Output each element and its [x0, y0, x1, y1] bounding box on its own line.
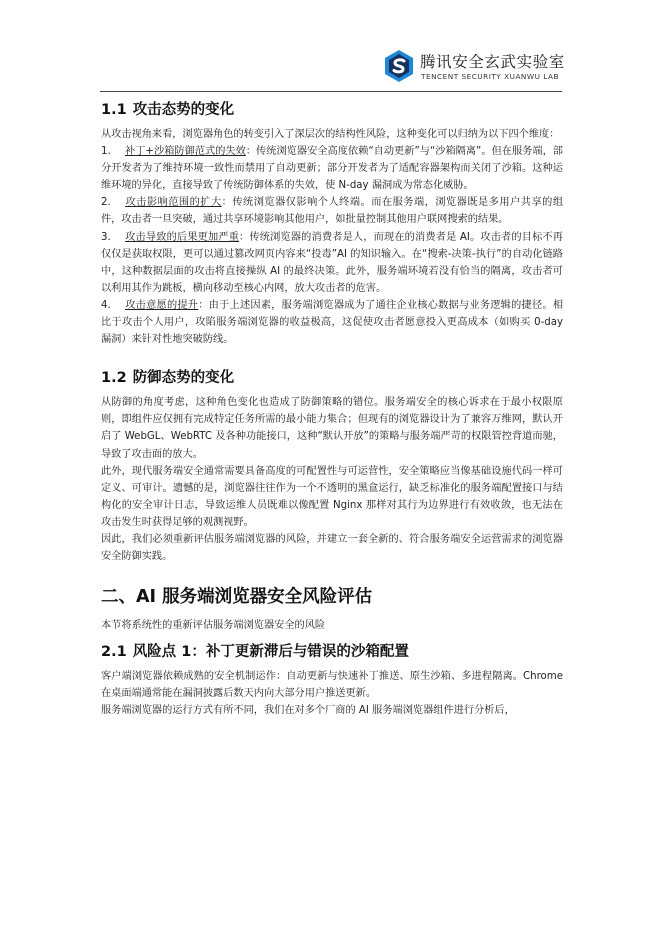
page-header: [0, 0, 662, 96]
section-1-1-intro: 从攻击视角来看，浏览器角色的转变引入了深层次的结构性风险，这种变化可以归纳为以下四个维度：: [101, 129, 560, 140]
list-item: 4. 攻击意愿的提升：由于上述因素，服务端浏览器成为了通往企业核心数据与业务逻辑的捷径。相比于攻击个人用户，攻陷服务端浏览器的收益极高，这促使攻击者愿意投入更高成本（如购买 0-day 漏洞）来针对性地突破防线。: [101, 299, 564, 346]
chapter-2-intro: 本节将系统性的重新评估服务端浏览器安全的风险: [101, 620, 326, 632]
list-item: 2. 攻击影响范围的扩大：传统浏览器仅影响个人终端。而在服务端，浏览器既是多用户共享的组件，攻击者一旦突破，通过共享环境影响其他用户，如批量控制其他用户联网搜索的结果。: [101, 197, 564, 226]
section-heading-2-1: 2.1 风险点 1：补丁更新滞后与错误的沙箱配置: [101, 644, 409, 661]
section-1-2-paragraph: 此外，现代服务端安全通常需要具备高度的可配置性与可运营性，安全策略应当像基础设施代码一样可定义、可审计。遗憾的是，浏览器往往作为一个不透明的黑盒运行，缺乏标准化的服务端配置接口与结构化的安全审计日志，导致运维人员既难以像配置 Nginx 那样对其行为边界进行有效收敛，也无法在攻击发生时获得足够的观测视野。: [101, 465, 563, 528]
org-name-en: TENCENT SECURITY XUANWU LAB: [421, 72, 559, 81]
header-divider: [100, 91, 562, 92]
section-1-2-paragraph: 因此，我们必须重新评估服务端浏览器的风险，并建立一套全新的、符合服务端安全运营需求的浏览器安全防御实践。: [101, 533, 563, 563]
section-heading-1-2: 1.2 防御态势的变化: [101, 370, 235, 387]
xuanwu-shield-logo-icon: [385, 50, 413, 82]
list-item: 3. 攻击导致的后果更加严重：传统浏览器的消费者是人，而现在的消费者是 AI。攻击者的目标不再仅仅是获取权限，更可以通过篡改网页内容来“投毒”AI 的知识输入。在“搜索-决策-执行”的自动化链路中，这种数据层面的攻击将直接操纵 AI 的最终决策。此外，服务端环境若没有恰当的隔离，攻击者可以利用其作为跳板，横向移动至核心内网，放大攻击者的危害。: [101, 231, 563, 294]
org-name-cn: 腾讯安全玄武实验室: [420, 53, 565, 71]
section-heading-1-1: 1.1 攻击态势的变化: [101, 102, 235, 118]
list-item: 1. 补丁+沙箱防御范式的失效：传统浏览器安全高度依赖“自动更新”与“沙箱隔离”。但在服务端，部分开发者为了维持环境一致性而禁用了自动更新；部分开发者为了适配容器架构而关闭了沙箱。这种运维环境的异化，直接导致了传统防御体系的失效，使 N-day 漏洞成为常态化威胁。: [101, 146, 563, 192]
chapter-heading-2: 二、AI 服务端浏览器安全风险评估: [101, 587, 373, 608]
document-body: [101, 100, 563, 720]
section-2-1-paragraph: 服务端浏览器的运行方式有所不同，我们在对多个厂商的 AI 服务端浏览器组件进行分析后，: [101, 705, 515, 717]
section-2-1-paragraph: 客户端浏览器依赖成熟的安全机制运作：自动更新与快速补丁推送、原生沙箱、多进程隔离。Chrome 在桌面端通常能在漏洞披露后数天内向大部分用户推送更新。: [101, 671, 563, 700]
section-1-2-paragraph: 从防御的角度考虑，这种角色变化也造成了防御策略的错位。服务端安全的核心诉求在于最小权限原则，即组件应仅拥有完成特定任务所需的最小能力集合；但现有的浏览器设计为了兼容万维网，默认开启了 WebGL、WebRTC 及各种功能接口，这种“默认开放”的策略与服务端严苛的权限管控背道而驰，导致了攻击面的放大。: [101, 397, 563, 460]
